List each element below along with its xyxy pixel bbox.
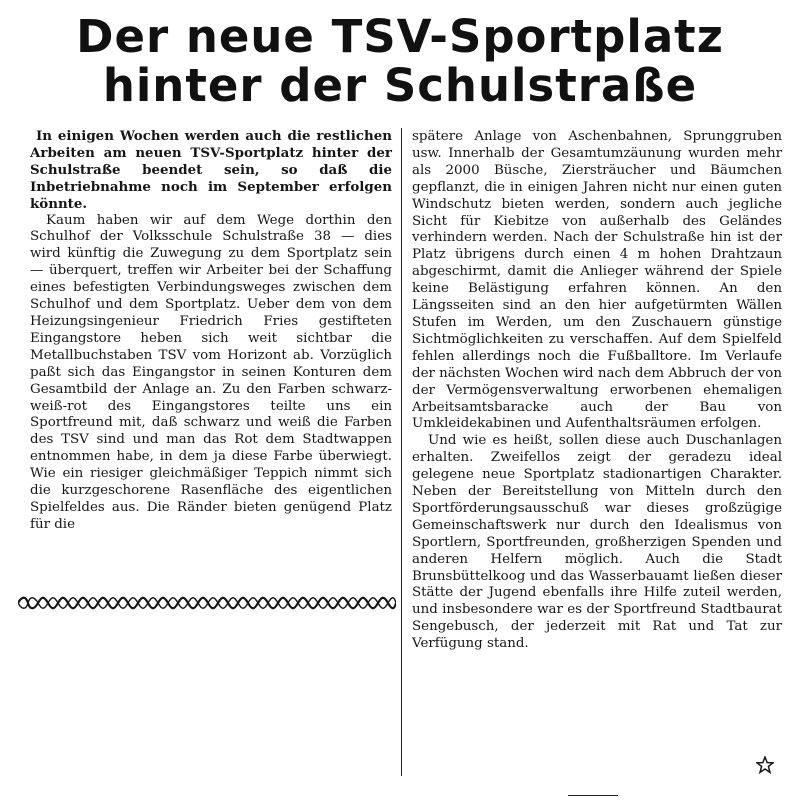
headline-line-2: hinter der Schulstraße xyxy=(102,59,698,112)
article-body-paragraph-2: Und wie es heißt, sollen diese auch Duschanlagen erhalten. Zweifellos zeigt der geradezu ideal gelegene neue Sportplatz stadionartigen Charakter. Neben der Bereitstellung von Mitteln durch den Sportförderungsausschuß war dieses großzügige Gemeinschaftswerk nur durch den Idealismus von Sportlern, Sportfreunden, großherzigen Spenden und anderen Helfern möglich. Auch die Stadt Brunsbüttelkoog und das Wasserbauamt ließen dieser Stätte der Jugend ebenfalls ihre Hilfe zuteil werden, und insbesondere war es der Sportfreund Stadtbaurat Sengebusch, der jederzeit mit Rat und Tat zur Verfügung stand. xyxy=(412,433,782,652)
headline-line-1: Der neue TSV-Sportplatz xyxy=(76,10,724,63)
end-rule xyxy=(568,795,618,796)
left-column xyxy=(30,128,392,534)
wave-ornament-icon xyxy=(18,596,396,610)
article-headline xyxy=(0,12,800,110)
article-lead: In einigen Wochen werden auch die restlichen Arbeiten am neuen TSV-Sportplatz hinter der Schulstraße beendet sein, so daß die Inbetriebnahme noch im September erfolgen könnte. xyxy=(30,128,392,212)
column-divider xyxy=(401,128,402,776)
right-column xyxy=(412,129,782,653)
article-body-paragraph-1b: spätere Anlage von Aschenbahnen, Sprunggruben usw. Innerhalb der Gesamtumzäunung wurden mehr als 2000 Büsche, Ziersträucher und Bäumchen gepflanzt, die in einigen Jahren nicht nur einen guten Windschutz bieten werden, sondern auch jegliche Sicht für Kiebitze von außerhalb des Geländes verhindern werden. Nach der Schulstraße hin ist der Platz übrigens durch einen 4 m hohen Drahtzaun abgeschirmt, damit die Anlieger während der Spiele keine Belästigung erfahren können. An den Längsseiten sind an den hier aufgetürmten Wällen Stufen im Werden, um den Zuschauern günstige Sichtmöglichkeiten zu verschaffen. Auf dem Spielfeld fehlen allerdings noch die Fußballtore. Im Verlaufe der nächsten Wochen wird nach dem Abbruch der von der Vermögensverwaltung erworbenen ehemaligen Arbeitsamtsbaracke auch der Bau von Umkleidekabinen und Aufenthaltsräumen erfolgen. xyxy=(412,129,782,432)
star-icon xyxy=(756,756,774,774)
article-body-paragraph-1a: Kaum haben wir auf dem Wege dorthin den Schulhof der Volksschule Schulstraße 38 — dies wird künftig die Zuwegung zu dem Sportplatz sein — überquert, treffen wir Arbeiter bei der Schaffung eines befestigten Verbindungsweges zwischen dem Schulhof und dem Sportplatz. Ueber dem von dem Heizungsingenieur Friedrich Fries gestifteten Eingangstore heben sich weit sichtbar die Metallbuchstaben TSV vom Horizont ab. Vorzüglich paßt sich das Eingangstor in seinen Konturen dem Gesamtbild der Anlage an. Zu den Farben schwarz-weiß-rot des Eingangstores teilte uns ein Sportfreund mit, daß schwarz und weiß die Farben des TSV sind und man das Rot dem Stadtwappen entnommen habe, in dem ja diese Farbe überwiegt. Wie ein riesiger gleichmäßiger Teppich nimmt sich die kurzgeschorene Rasenfläche des eigentlichen Spielfeldes aus. Die Ränder bieten genügend Platz für die xyxy=(30,212,392,532)
